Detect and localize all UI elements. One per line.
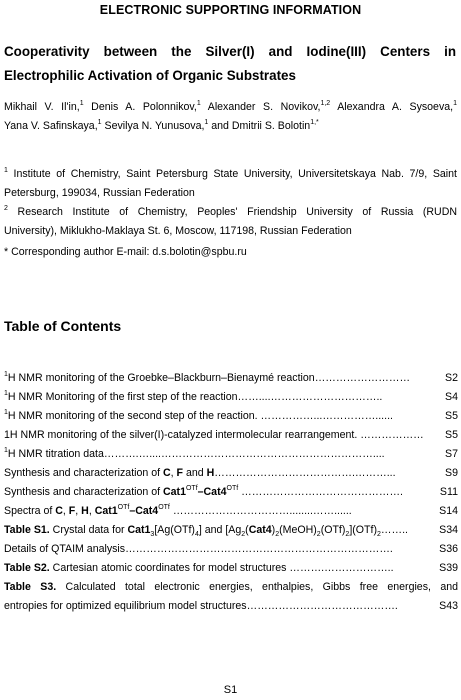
- toc-entry[interactable]: [4, 559, 458, 578]
- toc-entry[interactable]: [4, 388, 458, 407]
- toc-entry-page: S4: [445, 391, 458, 403]
- toc-entry-leader: ……....…………………………..: [237, 391, 383, 403]
- toc-entry-leader: ……………………………………….: [241, 486, 403, 498]
- corresponding-author: * Corresponding author E-mail: d.s.bolotin@spbu.ru: [4, 246, 247, 258]
- toc-entry-page: S9: [445, 467, 458, 479]
- toc-entry-page: S5: [445, 410, 458, 422]
- paper-title: [4, 40, 456, 88]
- toc-entry-leader: ……………………………........……......: [172, 505, 352, 517]
- toc-entry-leader: …………………………………….: [246, 600, 398, 612]
- author-line-1: [4, 98, 457, 117]
- toc-entry-page: S34: [439, 524, 458, 536]
- toc-entry-label: Spectra of C, F, H, $Cat1^{OTf}-Cat4^{OTf}$ ……………………………........……......: [4, 503, 352, 517]
- toc-entry-leader: ………………: [360, 429, 424, 441]
- title-line-2: Electrophilic Activation of Organic Substrates: [4, 68, 296, 83]
- toc-entry[interactable]: [4, 426, 458, 445]
- page-number: S1: [223, 684, 238, 696]
- toc-entry-page: S11: [439, 486, 458, 498]
- table-of-contents: [4, 369, 458, 616]
- toc-entry-label: Table S2. Cartesian atomic coordinates for model structures ……….………………..: [4, 562, 394, 574]
- toc-entry-page: S43: [439, 600, 458, 612]
- author-line-1-affiliation-marker-1: 1: [196, 99, 201, 107]
- toc-entry-page: S36: [439, 543, 458, 555]
- toc-entry-label: Synthesis and characterization of $Cat1^{OTf}-Cat4^{OTf}$ ……………………………………….: [4, 484, 403, 498]
- author-line-1-name-1: Denis A. Polonnikov,: [83, 101, 197, 113]
- author-line-1-name-2: Alexander S. Novikov,: [200, 101, 321, 113]
- toc-entry[interactable]: [4, 578, 458, 616]
- toc-heading: Table of Contents: [4, 318, 122, 334]
- affiliation-1-marker: 1: [4, 166, 8, 174]
- toc-entry-page: S5: [445, 429, 458, 441]
- toc-entry[interactable]: [4, 464, 458, 483]
- toc-entry-page: S39: [439, 562, 458, 574]
- author-line-2-affiliation-marker-0: 1: [97, 118, 102, 126]
- author-line-1-affiliation-marker-0: 1: [79, 99, 84, 107]
- toc-entry[interactable]: [4, 540, 458, 559]
- affiliation-2-marker: 2: [4, 204, 8, 212]
- toc-entry[interactable]: [4, 407, 458, 426]
- affiliation-1-line-1: Institute of Chemistry, Saint Petersburg State University, Universitetskaya Nab. 7/9, Saint: [7, 168, 457, 180]
- author-line-1-affiliation-marker-2: 1,2: [320, 99, 331, 107]
- affiliation-1: [4, 165, 457, 203]
- author-line-2-name-1: Sevilya N. Yunusova,: [101, 120, 205, 132]
- toc-entry-leader: ………………………………….………...: [214, 467, 396, 479]
- toc-entry-leader: ……….…....……………………………………………………....: [103, 448, 385, 460]
- toc-entry-leader: ……..: [380, 524, 408, 536]
- toc-entry-leader: ………………………………………………………………….: [125, 543, 393, 555]
- toc-entry-leader: ……………...……………......: [260, 410, 393, 422]
- document-header: ELECTRONIC SUPPORTING INFORMATION: [99, 3, 362, 17]
- toc-entry-label: $^1$H NMR titration data……….…....……………………………………………………....: [4, 446, 385, 460]
- affiliation-2-line-1: Research Institute of Chemistry, Peoples' Friendship University of Russia (RUDN: [7, 206, 457, 218]
- toc-entry-label: $^1$H NMR monitoring of the Groebke–Blackburn–Bienaymé reaction………………………: [4, 370, 411, 384]
- toc-entry-leader: ………………………: [314, 372, 411, 384]
- toc-entry-page: S7: [445, 448, 458, 460]
- toc-entry-page: S2: [445, 372, 458, 384]
- toc-entry[interactable]: [4, 483, 458, 502]
- affiliation-2: [4, 203, 457, 241]
- title-line-1: Cooperativity between the Silver(I) and Iodine(III) Centers in: [4, 44, 456, 59]
- toc-entry[interactable]: [4, 521, 458, 540]
- author-list: [4, 98, 457, 136]
- toc-entry[interactable]: [4, 369, 458, 388]
- toc-entry-label: $^1$H NMR monitoring of the second step of the reaction. ……………...……………......: [4, 408, 393, 422]
- toc-entry-label: $^1$H NMR Monitoring of the first step of the reaction……....…………………………..: [4, 389, 383, 403]
- author-line-2: [4, 120, 319, 132]
- toc-entry[interactable]: [4, 445, 458, 464]
- affiliation-1-line-2: Petersburg, 199034, Russian Federation: [4, 187, 195, 199]
- toc-entry-label: Synthesis and characterization of C, F and H………………………………….………...: [4, 467, 396, 479]
- author-line-2-affiliation-marker-2: 1,*: [310, 118, 319, 126]
- author-line-1-name-0: Mikhail V. Il'in,: [4, 101, 80, 113]
- toc-entry-label: Table S1. Crystal data for $Cat1_3[Ag(OTf)_4]$ and $[Ag_2(Cat4)_2(MeOH)_2(OTf)_2](OTf)_2\dots\dots$..: [4, 524, 408, 539]
- author-line-2-name-2: and Dmitrii S. Bolotin: [208, 120, 311, 132]
- toc-entry-leader: ……….………………..: [289, 562, 394, 574]
- author-line-1-name-3: Alexandra A. Sysoeva,: [330, 101, 454, 113]
- author-line-2-affiliation-marker-1: 1: [204, 118, 209, 126]
- affiliation-2-line-2: University), Miklukho-Maklaya St. 6, Moscow, 117198, Russian Federation: [4, 225, 352, 237]
- toc-entry-page: S14: [439, 505, 458, 517]
- toc-entry-label: Table S3. Calculated total electronic energies, enthalpies, Gibbs free energies, and: [4, 581, 458, 593]
- author-line-1-affiliation-marker-3: 1: [453, 99, 457, 107]
- toc-entry-label-continued: entropies for optimized equilibrium model structures…………………………………….: [4, 600, 398, 612]
- toc-entry[interactable]: [4, 502, 458, 521]
- toc-entry-label: Details of QTAIM analysis………………………………………………………………….: [4, 543, 393, 555]
- author-line-2-name-0: Yana V. Safinskaya,: [4, 120, 98, 132]
- toc-entry-label: 1H NMR monitoring of the silver(I)-catalyzed intermolecular rearrangement. ………………: [4, 429, 424, 441]
